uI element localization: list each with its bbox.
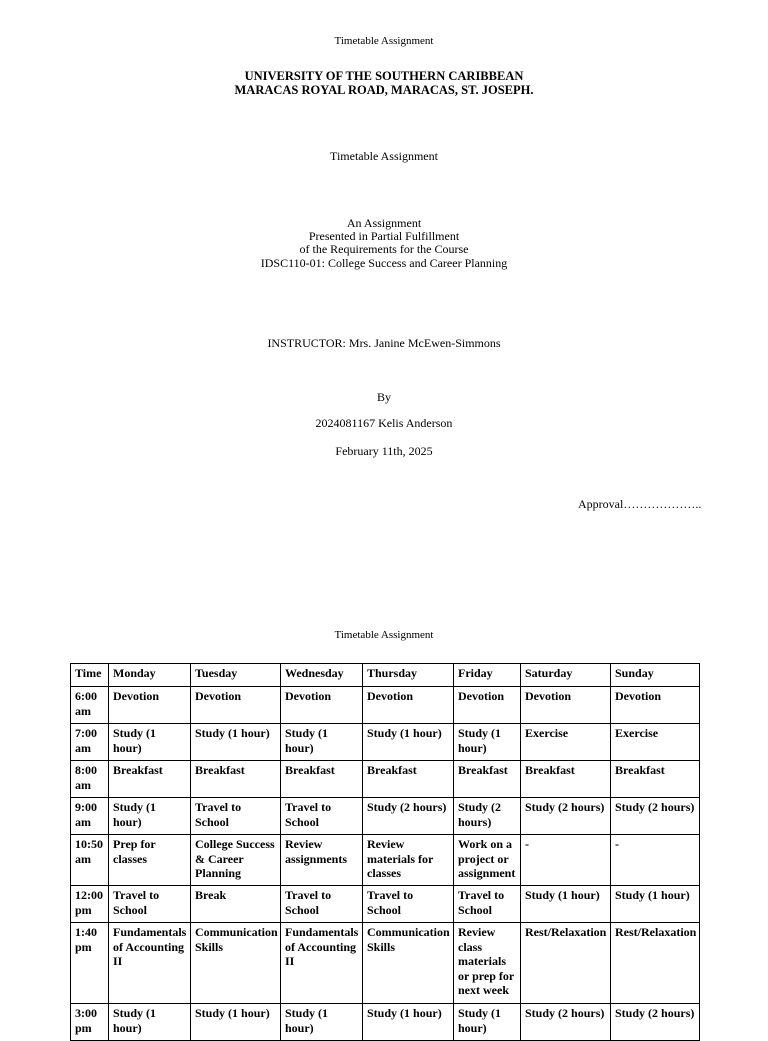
activity-cell: Study (2 hours) [611,1004,700,1041]
activity-cell: Travel to School [454,886,521,923]
col-header-tuesday: Tuesday [191,664,281,687]
activity-cell: Devotion [281,687,363,724]
activity-cell: Travel to School [281,886,363,923]
activity-cell: Study (2 hours) [363,798,454,835]
table-row [71,761,700,798]
activity-cell: Prep for classes [109,835,191,886]
activity-cell: Devotion [191,687,281,724]
table-row [71,798,700,835]
activity-cell: Study (1 hour) [109,798,191,835]
activity-cell: Study (2 hours) [521,798,611,835]
activity-cell: Breakfast [454,761,521,798]
activity-cell: Devotion [521,687,611,724]
activity-cell: Devotion [363,687,454,724]
activity-cell: Fundamentals of Accounting II [109,923,191,1004]
date-line: February 11th, 2025 [335,444,433,458]
activity-cell: Study (2 hours) [454,798,521,835]
time-cell: 10:50 am [71,835,109,886]
activity-cell: Breakfast [521,761,611,798]
activity-cell: Exercise [611,724,700,761]
activity-cell: Study (1 hour) [454,724,521,761]
timetable-body [71,687,700,1041]
activity-cell: Devotion [611,687,700,724]
activity-cell: Study (1 hour) [363,724,454,761]
activity-cell: Communication Skills [191,923,281,1004]
university-address: MARACAS ROYAL ROAD, MARACAS, ST. JOSEPH. [234,83,534,97]
activity-cell: Review class materials or prep for next week [454,923,521,1004]
time-cell: 12:00 pm [71,886,109,923]
col-header-sunday: Sunday [611,664,700,687]
col-header-friday: Friday [454,664,521,687]
activity-cell: Breakfast [109,761,191,798]
running-header: Timetable Assignment [334,35,434,47]
approval-line: Approval……………….. [578,497,702,511]
by-line: By [376,390,391,404]
activity-cell: Fundamentals of Accounting II [281,923,363,1004]
table-row [71,687,700,724]
time-cell: 8:00 am [71,761,109,798]
col-header-thursday: Thursday [363,664,454,687]
activity-cell: Travel to School [191,798,281,835]
col-header-wednesday: Wednesday [281,664,363,687]
activity-cell: Review materials for classes [363,835,454,886]
activity-cell: Rest/Relaxation [611,923,700,1004]
course-code: IDSC110-01: College Success and Career Planning [260,256,508,270]
university-name: UNIVERSITY OF THE SOUTHERN CARIBBEAN [244,69,524,83]
activity-cell: Study (1 hour) [191,724,281,761]
activity-cell: Study (1 hour) [611,886,700,923]
assignment-line-3: of the Requirements for the Course [299,242,469,256]
activity-cell: - [521,835,611,886]
time-cell: 6:00 am [71,687,109,724]
table-row [71,835,700,886]
activity-cell: Breakfast [281,761,363,798]
col-header-monday: Monday [109,664,191,687]
activity-cell: Devotion [454,687,521,724]
activity-cell: Devotion [109,687,191,724]
document-title: Timetable Assignment [330,149,438,163]
activity-cell: Communication Skills [363,923,454,1004]
time-cell: 9:00 am [71,798,109,835]
activity-cell: Travel to School [281,798,363,835]
activity-cell: Breakfast [191,761,281,798]
table-row [71,724,700,761]
activity-cell: Study (1 hour) [191,1004,281,1041]
assignment-line-1: An Assignment [346,216,422,230]
activity-cell: Study (1 hour) [281,1004,363,1041]
timetable-header-row [71,664,700,687]
activity-cell: - [611,835,700,886]
col-header-time: Time [71,664,109,687]
activity-cell: Study (1 hour) [281,724,363,761]
student-line: 2024081167 Kelis Anderson [315,416,453,430]
time-cell: 7:00 am [71,724,109,761]
col-header-saturday: Saturday [521,664,611,687]
activity-cell: Study (1 hour) [454,1004,521,1041]
activity-cell: Travel to School [109,886,191,923]
activity-cell: Study (1 hour) [363,1004,454,1041]
timetable [70,663,700,1041]
table-row [71,923,700,1004]
page2-running-header: Timetable Assignment [334,629,434,641]
activity-cell: Breakfast [611,761,700,798]
activity-cell: Study (1 hour) [521,886,611,923]
time-cell: 3:00 pm [71,1004,109,1041]
activity-cell: College Success & Career Planning [191,835,281,886]
activity-cell: Study (1 hour) [109,724,191,761]
assignment-line-2: Presented in Partial Fulfillment [308,229,460,243]
time-cell: 1:40 pm [71,923,109,1004]
table-row [71,886,700,923]
activity-cell: Exercise [521,724,611,761]
activity-cell: Rest/Relaxation [521,923,611,1004]
activity-cell: Study (2 hours) [521,1004,611,1041]
activity-cell: Break [191,886,281,923]
instructor-line: INSTRUCTOR: Mrs. Janine McEwen-Simmons [267,336,501,350]
activity-cell: Travel to School [363,886,454,923]
activity-cell: Review assignments [281,835,363,886]
activity-cell: Work on a project or assignment [454,835,521,886]
table-row [71,1004,700,1041]
activity-cell: Study (2 hours) [611,798,700,835]
activity-cell: Study (1 hour) [109,1004,191,1041]
activity-cell: Breakfast [363,761,454,798]
